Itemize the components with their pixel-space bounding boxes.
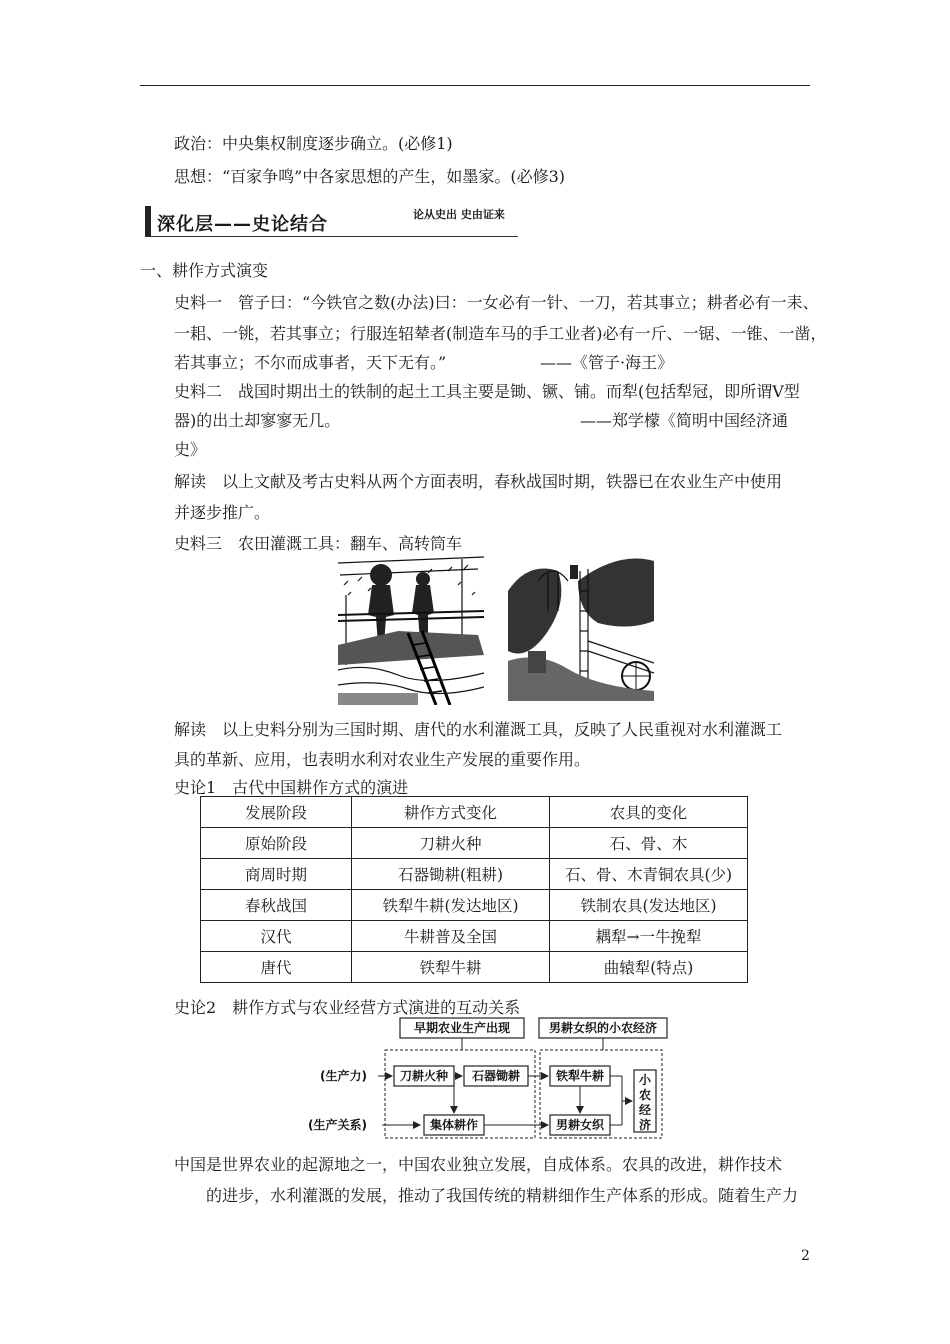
box-early-agriculture-label: 早期农业生产出现 [413,1021,511,1035]
node-small-peasant-char: 农 [638,1088,652,1102]
table-cell: 耦犁→一牛挽犁 [550,921,748,952]
reading1-line1: 解读 以上文献及考古史料从两个方面表明，春秋战国时期，铁器已在农业生产中使用 [174,472,783,491]
page-number: 2 [801,1248,810,1264]
node-stone-hoe-label: 石器锄耕 [471,1069,521,1083]
section-title: 深化层——史论结合 [157,214,328,235]
source2-line2: 器)的出土却寥寥无几。 [174,411,341,430]
thesis2-line: 史论2 耕作方式与农业经营方式演进的互动关系 [174,998,521,1017]
table-header-row [201,797,748,828]
para-line2: 的进步，水利灌溉的发展，推动了我国传统的精耕细作生产体系的形成。随着生产力 [206,1186,799,1205]
reading1-line2: 并逐步推广。 [174,503,271,522]
box-small-peasant-economy-label: 男耕女织的小农经济 [548,1021,658,1035]
table-row [201,952,748,983]
node-small-peasant-char: 经 [638,1103,652,1117]
gaozhuan-tongche-illustration [508,551,654,701]
source1-line2: 一耜、一铫，若其事立；行服连轺辇者(制造车马的手工业者)必有一斤、一锯、一锥、一凿， [174,324,827,343]
node-collective-label: 集体耕作 [429,1118,479,1132]
table-cell: 唐代 [201,952,352,983]
source3-line: 史料三 农田灌溉工具：翻车、高转筒车 [174,534,463,553]
label-productivity: (生产力) [320,1069,367,1083]
table-header-cell: 耕作方式变化 [352,797,550,828]
farming-evolution-table [200,796,748,983]
section-header [145,206,518,237]
para-line1: 中国是世界农业的起源地之一，中国农业独立发展，自成体系。农具的改进，耕作技术 [174,1155,783,1174]
reading2-line1: 解读 以上史料分别为三国时期、唐代的水利灌溉工具，反映了人民重视对水利灌溉工 [174,720,783,739]
reading2-line2: 具的革新、应用，也表明水利对农业生产发展的重要作用。 [174,750,591,769]
interaction-diagram [300,1016,680,1144]
source1-line1: 史料一 管子曰：“今铁官之数(办法)曰：一女必有一针、一刀，若其事立；耕者必有一耒、 [174,293,819,312]
source2-line1: 史料二 战国时期出土的铁制的起土工具主要是锄、镢、铺。而犁(包括犁冠，即所谓Ⅴ型 [174,382,800,401]
section-bar [145,206,151,236]
table-row [201,859,748,890]
thesis1-line: 史论1 古代中国耕作方式的演进 [174,778,409,797]
table-cell: 铁犁牛耕(发达地区) [352,890,550,921]
table-cell: 牛耕普及全国 [352,921,550,952]
thought-line: 思想：“百家争鸣”中各家思想的产生，如墨家。(必修3) [174,167,566,186]
node-small-peasant-char: 小 [638,1073,652,1087]
source1-citation: ——《管子·海王》 [540,353,674,372]
table-cell: 春秋战国 [201,890,352,921]
table-cell: 石、骨、木青铜农具(少) [550,859,748,890]
heading-farming: 一、耕作方式演变 [140,261,269,280]
label-relations: (生产关系) [308,1118,367,1132]
table-cell: 汉代 [201,921,352,952]
node-iron-plough-label: 铁犁牛耕 [555,1069,605,1083]
section-subtitle: 论从史出 史由证来 [413,208,505,221]
table-cell: 刀耕火种 [352,828,550,859]
fanche-illustration [338,555,484,705]
node-slash-burn-label: 刀耕火种 [399,1069,449,1083]
table-cell: 原始阶段 [201,828,352,859]
source2-citation: ——郑学檬《简明中国经济通 [580,411,789,430]
table-row [201,890,748,921]
table-cell: 石、骨、木 [550,828,748,859]
table-row [201,921,748,952]
source2-citation-cont: 史》 [174,440,207,459]
table-header-cell: 发展阶段 [201,797,352,828]
table-cell: 石器锄耕(粗耕) [352,859,550,890]
header-rule [140,85,810,86]
table-cell: 曲辕犁(特点) [550,952,748,983]
node-small-peasant-char: 济 [638,1118,652,1132]
politics-line: 政治：中央集权制度逐步确立。(必修1) [174,134,453,153]
table-header-cell: 农具的变化 [550,797,748,828]
table-row [201,828,748,859]
table-cell: 商周时期 [201,859,352,890]
table-cell: 铁制农具(发达地区) [550,890,748,921]
table-cell: 铁犁牛耕 [352,952,550,983]
node-men-women-label: 男耕女织 [555,1118,605,1132]
source1-line3: 若其事立；不尔而成事者，天下无有。” [174,353,447,372]
